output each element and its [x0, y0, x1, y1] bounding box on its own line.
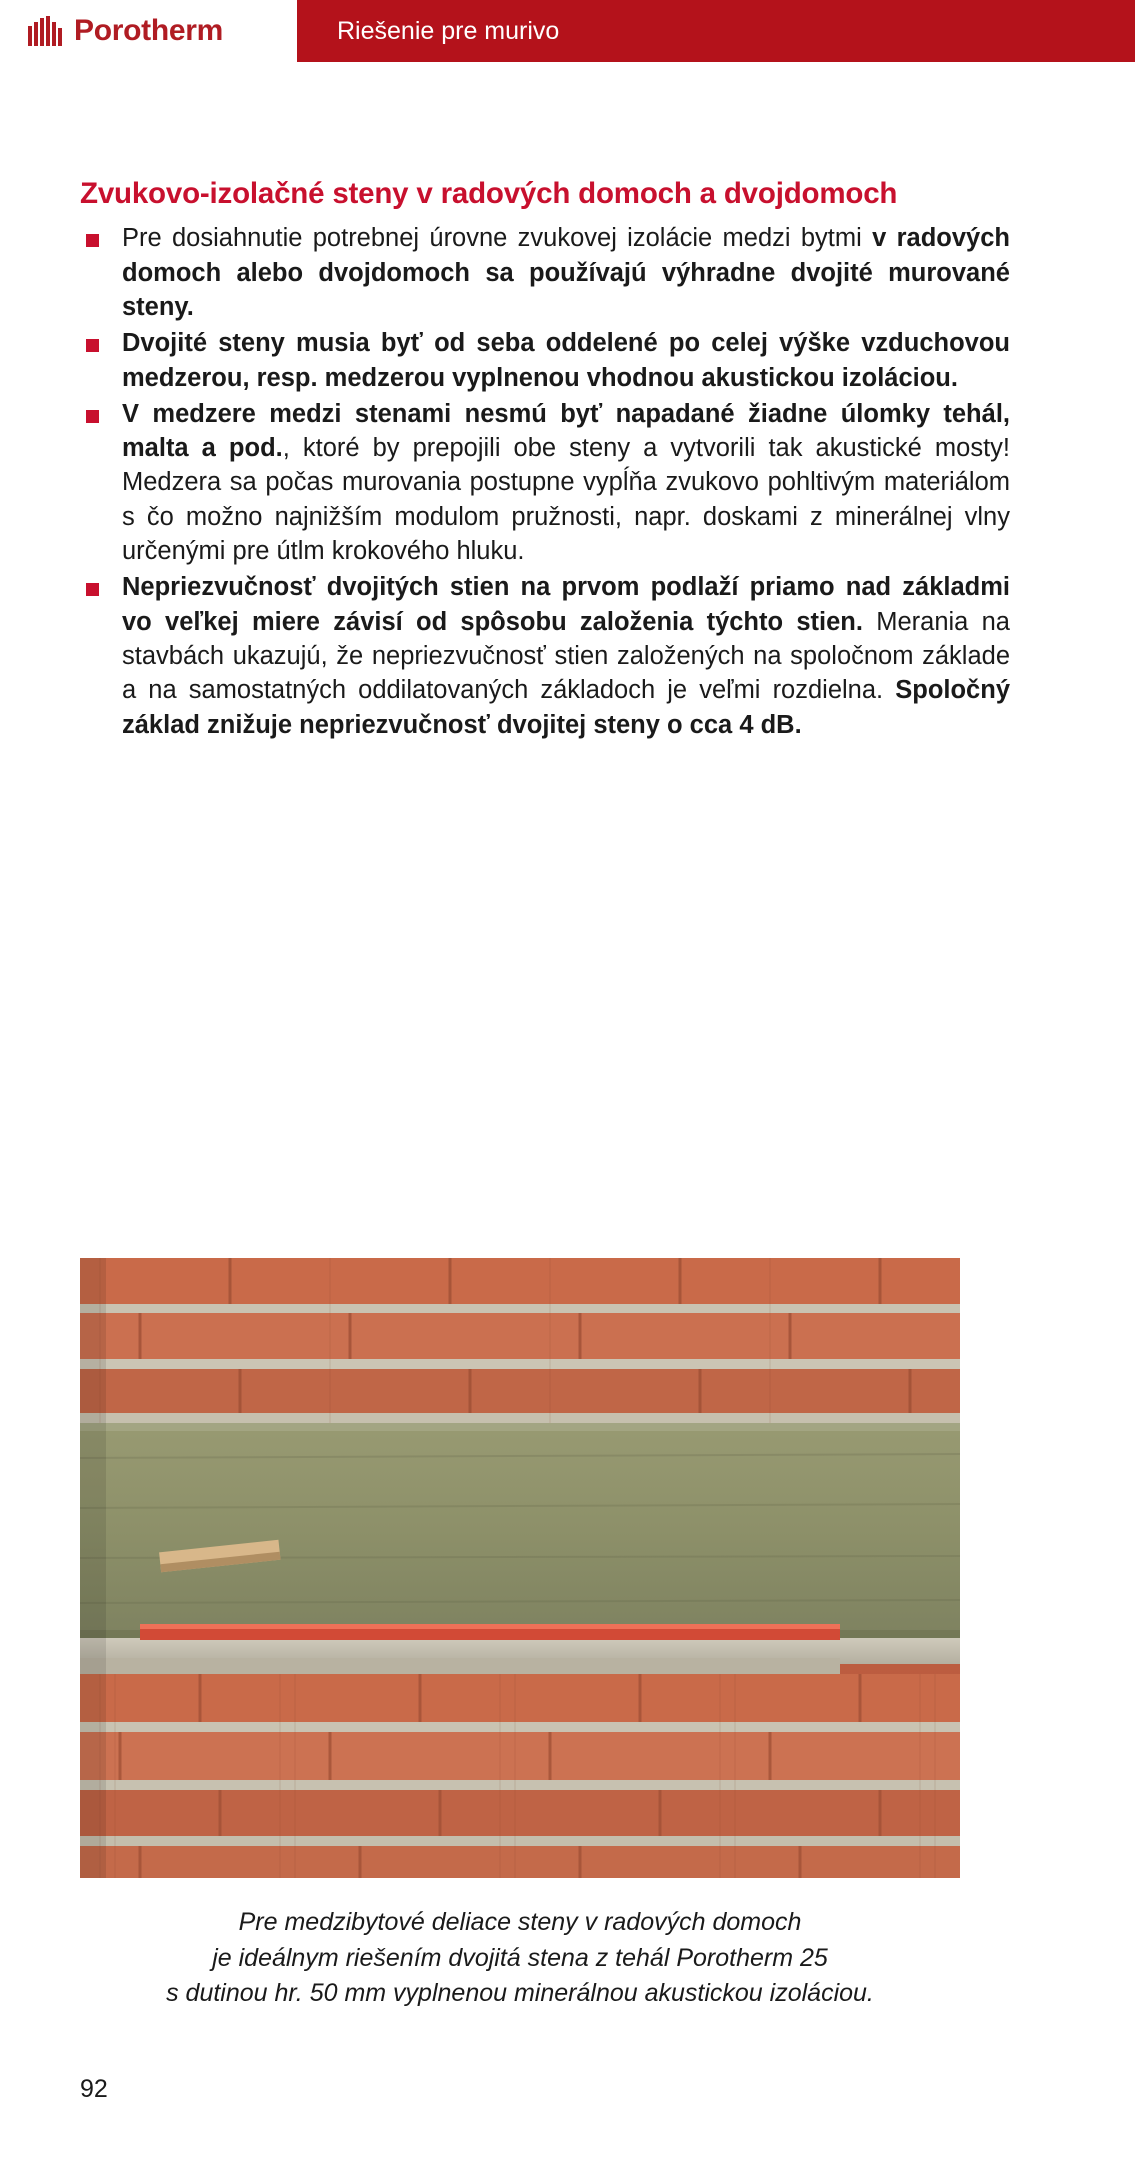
caption-line: s dutinou hr. 50 mm vyplnenou minerálnou akustickou izoláciou. — [166, 1979, 874, 2007]
wall-photo — [80, 1258, 960, 1878]
header-title: Riešenie pre murivo — [337, 16, 560, 45]
bullet-text-bold: V medzere medzi stenami nesmú byť napadané žiadne úlomky tehál, malta a pod. — [122, 399, 1010, 463]
bullet-item — [80, 221, 1010, 324]
article-body — [80, 175, 1010, 744]
bullet-text-bold: Dvojité steny musia byť od seba oddelené po celej výške vzduchovou medzerou, resp. medzerou vyplnenou vhodnou akustickou izoláciou. — [122, 329, 1010, 392]
bullet-text: , ktoré by prepojili obe steny a vytvorili tak akustické mosty! Medzera sa počas murovania postupne vypĺňa zvukovo pohltivým materiálom s čo možno najnižším modulom pružnosti, napr. doskami z minerálnej vlny určenými pre útlm krokového hluku. — [122, 434, 1010, 566]
brand-name: Porotherm — [74, 14, 223, 47]
page-header — [0, 0, 1135, 62]
bullet-text: Pre dosiahnutie potrebnej úrovne zvukovej izolácie medzi bytmi — [122, 224, 873, 253]
bullet-text: Merania na stavbách ukazujú, že nepriezvučnosť stien založených na spoločnom základe a na samostatných oddilatovaných základoch je veľmi rozdielna. — [122, 607, 1010, 705]
brand-logo — [0, 0, 297, 62]
bullet-list — [80, 221, 1010, 741]
caption-line: Pre medzibytové deliace steny v radových domoch — [238, 1908, 802, 1936]
page-number: 92 — [80, 2075, 108, 2103]
header-title-bar — [297, 0, 1135, 62]
porotherm-brick-logo-icon — [28, 16, 62, 46]
bullet-text-bold: Spoločný základ znižuje nepriezvučnosť dvojitej steny o cca 4 dB. — [122, 676, 1010, 739]
caption-line: je ideálnym riešením dvojitá stena z tehál Porotherm 25 — [212, 1943, 828, 1972]
bullet-text-bold: Nepriezvučnosť dvojitých stien na prvom podlaží priamo nad základmi vo veľkej miere závisí od spôsobu založenia týchto stien. — [122, 573, 1010, 636]
bullet-item — [80, 326, 1010, 395]
wall-photo-illustration — [80, 1258, 960, 1878]
bullet-text-bold: v radových domoch alebo dvojdomoch sa používajú výhradne dvojité murované steny. — [122, 224, 1010, 321]
page-title: Zvukovo-izolačné steny v radových domoch a dvojdomoch — [80, 177, 898, 210]
figure-caption — [80, 1905, 960, 2012]
bullet-item — [80, 570, 1010, 741]
bullet-item — [80, 397, 1010, 568]
